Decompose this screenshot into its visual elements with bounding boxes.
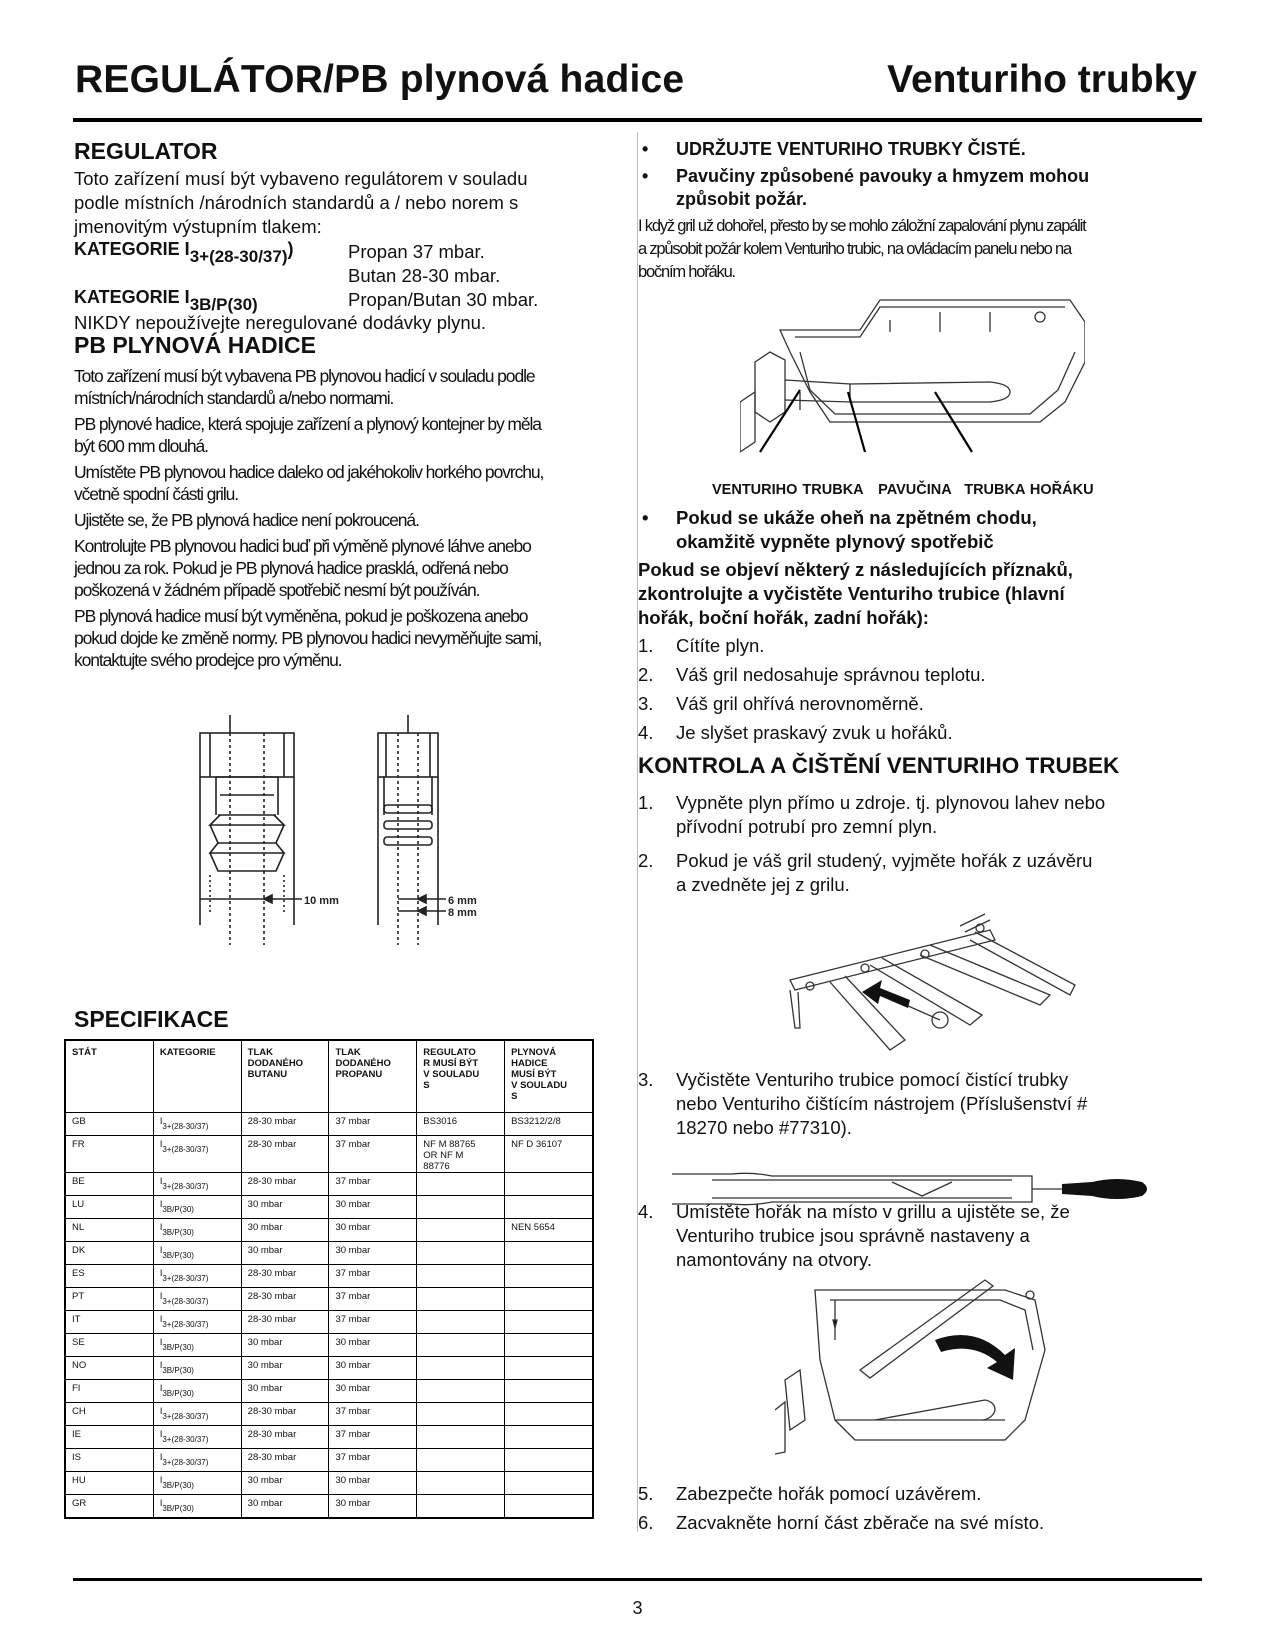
flashback-section xyxy=(638,506,1206,897)
cell-country: IT xyxy=(65,1311,153,1334)
table-row xyxy=(65,1403,593,1426)
cell-hose-standard xyxy=(505,1173,593,1196)
hose-paragraph: PB plynové hadice, která spojuje zařízení a plynový kontejner by měla být 600 mm dlouhá. xyxy=(74,414,541,456)
regulator-intro-line: podle místních /národních standardů a / nebo norem s xyxy=(74,192,519,213)
cell-propan-pressure: 30 mbar xyxy=(329,1219,417,1242)
cell-category: $I_{3B/P(30)}$ xyxy=(153,1242,241,1265)
cell-regulator-standard xyxy=(417,1219,505,1242)
cell-category: $I_{3+(28-30/37)}$ xyxy=(153,1403,241,1426)
category-1 xyxy=(74,239,594,266)
cell-hose-standard xyxy=(505,1449,593,1472)
cell-regulator-standard: BS3016 xyxy=(417,1113,505,1136)
cell-category: $I_{3B/P(30)}$ xyxy=(153,1334,241,1357)
cell-regulator-standard xyxy=(417,1311,505,1334)
bullet-icon: • xyxy=(642,166,649,186)
cell-category: $I_{3B/P(30)}$ xyxy=(153,1472,241,1495)
table-row xyxy=(65,1472,593,1495)
section-title: Venturiho trubky xyxy=(887,58,1197,101)
cell-butan-pressure: 30 mbar xyxy=(241,1472,329,1495)
cell-country: IS xyxy=(65,1449,153,1472)
cell-propan-pressure: 30 mbar xyxy=(329,1242,417,1265)
cell-propan-pressure: 37 mbar xyxy=(329,1449,417,1472)
hose-paragraph: Toto zařízení musí být vybavena PB plynovou hadicí v souladu podle místních/národních standardů a/nebo normami. xyxy=(74,366,535,408)
cell-country: GB xyxy=(65,1113,153,1136)
hose-paragraph: Umístěte PB plynovou hadice daleko od jakéhokoliv horkého povrchu, včetně spodní části grilu. xyxy=(74,462,544,504)
cell-category: $I_{3+(28-30/37)}$ xyxy=(153,1449,241,1472)
table-row xyxy=(65,1196,593,1219)
cell-country: NL xyxy=(65,1219,153,1242)
hose-heading: PB PLYNOVÁ HADICE xyxy=(74,332,316,358)
table-row xyxy=(65,1380,593,1403)
label-spiderweb: PAVUČINA xyxy=(878,482,952,498)
cell-category: $I_{3B/P(30)}$ xyxy=(153,1196,241,1219)
cell-propan-pressure: 30 mbar xyxy=(329,1357,417,1380)
cell-country: HU xyxy=(65,1472,153,1495)
category-1-value: Propan 37 mbar. xyxy=(348,241,485,262)
cell-category: $I_{3+(28-30/37)}$ xyxy=(153,1426,241,1449)
page-number: 3 xyxy=(632,1598,643,1618)
cell-country: FI xyxy=(65,1380,153,1403)
category-2-label: KATEGORIE $I_{3B/P(30)}$ xyxy=(74,287,258,314)
cell-category: $I_{3+(28-30/37)}$ xyxy=(153,1311,241,1334)
table-row xyxy=(65,1426,593,1449)
cell-regulator-standard xyxy=(417,1265,505,1288)
cell-propan-pressure: 37 mbar xyxy=(329,1265,417,1288)
col-header: PLYNOVÁ HADICE MUSÍ BÝT V SOULADU S xyxy=(505,1040,593,1113)
cell-hose-standard xyxy=(505,1472,593,1495)
header-rule xyxy=(73,118,1202,122)
cell-propan-pressure: 37 mbar xyxy=(329,1403,417,1426)
venturi-tube-figure xyxy=(740,292,1085,478)
cell-hose-standard xyxy=(505,1311,593,1334)
dimension-10mm: 10 mm xyxy=(304,895,339,907)
dimension-6mm: 6 mm xyxy=(448,895,477,907)
step-item: 6. Zacvakněte horní část zběrače na své místo. xyxy=(638,1512,1045,1533)
steps-section-d xyxy=(638,1482,1206,1535)
cell-butan-pressure: 30 mbar xyxy=(241,1380,329,1403)
cell-category: $I_{3+(28-30/37)}$ xyxy=(153,1265,241,1288)
col-header: STÁT xyxy=(65,1040,153,1113)
table-row xyxy=(65,1242,593,1265)
cell-hose-standard xyxy=(505,1196,593,1219)
bullet-icon: • xyxy=(642,139,649,159)
symptoms-list xyxy=(638,634,1206,745)
cell-hose-standard xyxy=(505,1380,593,1403)
regulator-intro xyxy=(74,167,594,239)
cell-hose-standard: NEN 5654 xyxy=(505,1219,593,1242)
regulator-warning: NIKDY nepoužívejte neregulované dodávky plynu. xyxy=(74,312,487,333)
cell-country: CH xyxy=(65,1403,153,1426)
cell-hose-standard xyxy=(505,1495,593,1519)
cell-butan-pressure: 28-30 mbar xyxy=(241,1113,329,1136)
category-2 xyxy=(74,287,594,314)
steps-section-b xyxy=(638,1068,1206,1140)
cell-regulator-standard xyxy=(417,1357,505,1380)
cell-regulator-standard xyxy=(417,1449,505,1472)
bullet-flashback: • Pokud se ukáže oheň na zpětném chodu, okamžitě vypněte plynový spotřebič xyxy=(642,507,1037,552)
table-row xyxy=(65,1265,593,1288)
cell-butan-pressure: 30 mbar xyxy=(241,1334,329,1357)
category-2-value: Propan/Butan 30 mbar. xyxy=(348,289,539,310)
footer-rule xyxy=(73,1578,1202,1581)
cell-propan-pressure: 37 mbar xyxy=(329,1426,417,1449)
bullet-spiders: • Pavučiny způsobené pavouky a hmyzem mohou způsobit požár. xyxy=(642,166,1090,209)
cell-propan-pressure: 30 mbar xyxy=(329,1472,417,1495)
cell-butan-pressure: 28-30 mbar xyxy=(241,1136,329,1173)
cell-regulator-standard xyxy=(417,1288,505,1311)
cell-hose-standard xyxy=(505,1265,593,1288)
cell-propan-pressure: 37 mbar xyxy=(329,1311,417,1334)
cell-propan-pressure: 37 mbar xyxy=(329,1136,417,1173)
cell-propan-pressure: 30 mbar xyxy=(329,1495,417,1519)
cell-category: $I_{3B/P(30)}$ xyxy=(153,1219,241,1242)
dimension-8mm: 8 mm xyxy=(448,907,477,919)
bullet-icon: • xyxy=(642,507,649,528)
label-venturi-tube: VENTURIHO TRUBKA xyxy=(712,482,864,498)
venturi-section xyxy=(638,138,1206,288)
cell-country: LU xyxy=(65,1196,153,1219)
cell-regulator-standard xyxy=(417,1173,505,1196)
spec-header-row xyxy=(65,1040,593,1113)
cell-butan-pressure: 28-30 mbar xyxy=(241,1311,329,1334)
cell-hose-standard xyxy=(505,1357,593,1380)
cell-regulator-standard xyxy=(417,1495,505,1519)
cell-regulator-standard xyxy=(417,1242,505,1265)
cell-country: DK xyxy=(65,1242,153,1265)
spec-table-body xyxy=(65,1113,593,1519)
col-header: REGULATO R MUSÍ BÝT V SOULADU S xyxy=(417,1040,505,1113)
cell-propan-pressure: 30 mbar xyxy=(329,1334,417,1357)
label-burner-tube: TRUBKA HOŘÁKU xyxy=(964,482,1094,498)
cell-propan-pressure: 37 mbar xyxy=(329,1288,417,1311)
cell-country: SE xyxy=(65,1334,153,1357)
col-header: TLAK DODANÉHO BUTANU xyxy=(241,1040,329,1113)
cell-propan-pressure: 37 mbar xyxy=(329,1173,417,1196)
cell-butan-pressure: 28-30 mbar xyxy=(241,1449,329,1472)
col-header: TLAK DODANÉHO PROPANU xyxy=(329,1040,417,1113)
cell-butan-pressure: 30 mbar xyxy=(241,1196,329,1219)
cell-butan-pressure: 28-30 mbar xyxy=(241,1403,329,1426)
table-row xyxy=(65,1495,593,1519)
cell-category: $I_{3+(28-30/37)}$ xyxy=(153,1173,241,1196)
venturi-note: I když gril už dohořel, přesto by se mohlo záložní zapalování plynu zapálit a způsobit požár kolem Venturiho trubic, na ovládacím panelu nebo na bočním hořáku. xyxy=(638,217,1086,281)
burner-placement-figure xyxy=(775,1270,1075,1455)
symptom-item: 1. Cítíte plyn. xyxy=(638,635,765,656)
cell-category: $I_{3B/P(30)}$ xyxy=(153,1495,241,1519)
step-item: 1. Vypněte plyn přímo u zdroje. tj. plynovou lahev nebo přívodní potrubí pro zemní plyn. xyxy=(638,792,1106,837)
cell-butan-pressure: 28-30 mbar xyxy=(241,1426,329,1449)
table-row xyxy=(65,1311,593,1334)
cell-butan-pressure: 30 mbar xyxy=(241,1357,329,1380)
regulator-intro-line: jmenovitým výstupním tlakem: xyxy=(74,216,322,237)
col-header: KATEGORIE xyxy=(153,1040,241,1113)
category-1b xyxy=(74,263,594,287)
steps-section-c xyxy=(638,1200,1206,1272)
page-title: REGULÁTOR/PB plynová hadice xyxy=(75,58,685,101)
symptom-item: 2. Váš gril nedosahuje správnou teplotu. xyxy=(638,664,986,685)
cell-category: $I_{3+(28-30/37)}$ xyxy=(153,1136,241,1173)
burner-removal-figure xyxy=(770,910,1110,1060)
category-1-value2: Butan 28-30 mbar. xyxy=(348,265,501,286)
step-item: 3. Vyčistěte Venturiho trubice pomocí čistící trubky nebo Venturiho čištícím nástrojem (Příslušenství # 18270 nebo #77310). xyxy=(638,1069,1088,1138)
cleaning-heading: KONTROLA A ČIŠTĚNÍ VENTURIHO TRUBEK xyxy=(638,753,1120,778)
cell-hose-standard: BS3212/2/8 xyxy=(505,1113,593,1136)
step-item: 2. Pokud je váš gril studený, vyjměte hořák z uzávěru a zvedněte jej z grilu. xyxy=(638,850,1093,895)
hose-section xyxy=(74,332,594,675)
step-item: 4. Umístěte hořák na místo v grillu a ujistěte se, že Venturiho trubice jsou správně nastaveny a namontovány na otvory. xyxy=(638,1201,1070,1270)
cell-country: PT xyxy=(65,1288,153,1311)
cell-regulator-standard xyxy=(417,1196,505,1219)
table-row xyxy=(65,1288,593,1311)
cell-category: $I_{3+(28-30/37)}$ xyxy=(153,1113,241,1136)
cell-category: $I_{3+(28-30/37)}$ xyxy=(153,1288,241,1311)
steps-list-a xyxy=(638,791,1206,897)
cell-category: $I_{3B/P(30)}$ xyxy=(153,1380,241,1403)
symptom-item: 4. Je slyšet praskavý zvuk u hořáků. xyxy=(638,722,953,743)
cell-butan-pressure: 30 mbar xyxy=(241,1219,329,1242)
regulator-heading: REGULATOR xyxy=(74,138,218,164)
cell-country: GR xyxy=(65,1495,153,1519)
cell-butan-pressure: 28-30 mbar xyxy=(241,1265,329,1288)
spec-heading: SPECIFIKACE xyxy=(74,1006,229,1032)
cell-propan-pressure: 30 mbar xyxy=(329,1380,417,1403)
regulator-section xyxy=(74,138,594,335)
hose-paragraph: PB plynová hadice musí být vyměněna, pokud je poškozena anebo pokud dojde ke změně normy. PB plynovou hadici nevyměňujte sami, kontaktujte svého prodejce pro výměnu. xyxy=(74,606,542,670)
cell-hose-standard xyxy=(505,1426,593,1449)
cell-country: BE xyxy=(65,1173,153,1196)
cell-regulator-standard xyxy=(417,1380,505,1403)
cell-regulator-standard xyxy=(417,1403,505,1426)
cell-hose-standard: NF D 36107 xyxy=(505,1136,593,1173)
table-row xyxy=(65,1219,593,1242)
cell-hose-standard xyxy=(505,1334,593,1357)
hose-paragraph: Ujistěte se, že PB plynová hadice není pokroucená. xyxy=(74,510,419,530)
spec-table xyxy=(64,1039,594,1519)
step-item: 5. Zabezpečte hořák pomocí uzávěrem. xyxy=(638,1483,982,1504)
cell-propan-pressure: 37 mbar xyxy=(329,1113,417,1136)
cell-hose-standard xyxy=(505,1288,593,1311)
cell-country: FR xyxy=(65,1136,153,1173)
cell-butan-pressure: 30 mbar xyxy=(241,1495,329,1519)
cell-butan-pressure: 28-30 mbar xyxy=(241,1288,329,1311)
cell-category: $I_{3B/P(30)}$ xyxy=(153,1357,241,1380)
table-row xyxy=(65,1357,593,1380)
hose-paragraph: Kontrolujte PB plynovou hadici buď při výměně plynové láhve anebo jednou za rok. Pokud je PB plynová hadice prasklá, odřená nebo poškozená v žádném případě spotřebič nesmí být používán. xyxy=(74,536,531,600)
category-1-label: KATEGORIE $I_{3+(28-30/37)}$) xyxy=(74,239,294,266)
cell-hose-standard xyxy=(505,1403,593,1426)
cell-regulator-standard xyxy=(417,1426,505,1449)
regulator-intro-line: Toto zařízení musí být vybaveno regulátorem v souladu xyxy=(74,168,528,189)
cell-butan-pressure: 30 mbar xyxy=(241,1242,329,1265)
cell-regulator-standard: NF M 88765 OR NF M 88776 xyxy=(417,1136,505,1173)
cell-country: IE xyxy=(65,1426,153,1449)
cell-hose-standard xyxy=(505,1242,593,1265)
figure-labels xyxy=(712,482,1094,498)
table-row xyxy=(65,1334,593,1357)
table-row xyxy=(65,1449,593,1472)
cell-country: ES xyxy=(65,1265,153,1288)
table-row xyxy=(65,1173,593,1196)
symptoms-intro: Pokud se objeví některý z následujících příznaků, zkontrolujte a vyčistěte Venturiho trubice (hlavní hořák, boční hořák, zadní hořák): xyxy=(638,559,1073,628)
table-row xyxy=(65,1113,593,1136)
symptom-item: 3. Váš gril ohřívá nerovnoměrně. xyxy=(638,693,924,714)
cell-propan-pressure: 30 mbar xyxy=(329,1196,417,1219)
table-row xyxy=(65,1136,593,1173)
bullet-keep-clean: • UDRŽUJTE VENTURIHO TRUBKY ČISTÉ. xyxy=(642,139,1026,159)
cell-butan-pressure: 28-30 mbar xyxy=(241,1173,329,1196)
cell-regulator-standard xyxy=(417,1334,505,1357)
cell-regulator-standard xyxy=(417,1472,505,1495)
cell-country: NO xyxy=(65,1357,153,1380)
hose-fitting-figure xyxy=(180,715,520,965)
